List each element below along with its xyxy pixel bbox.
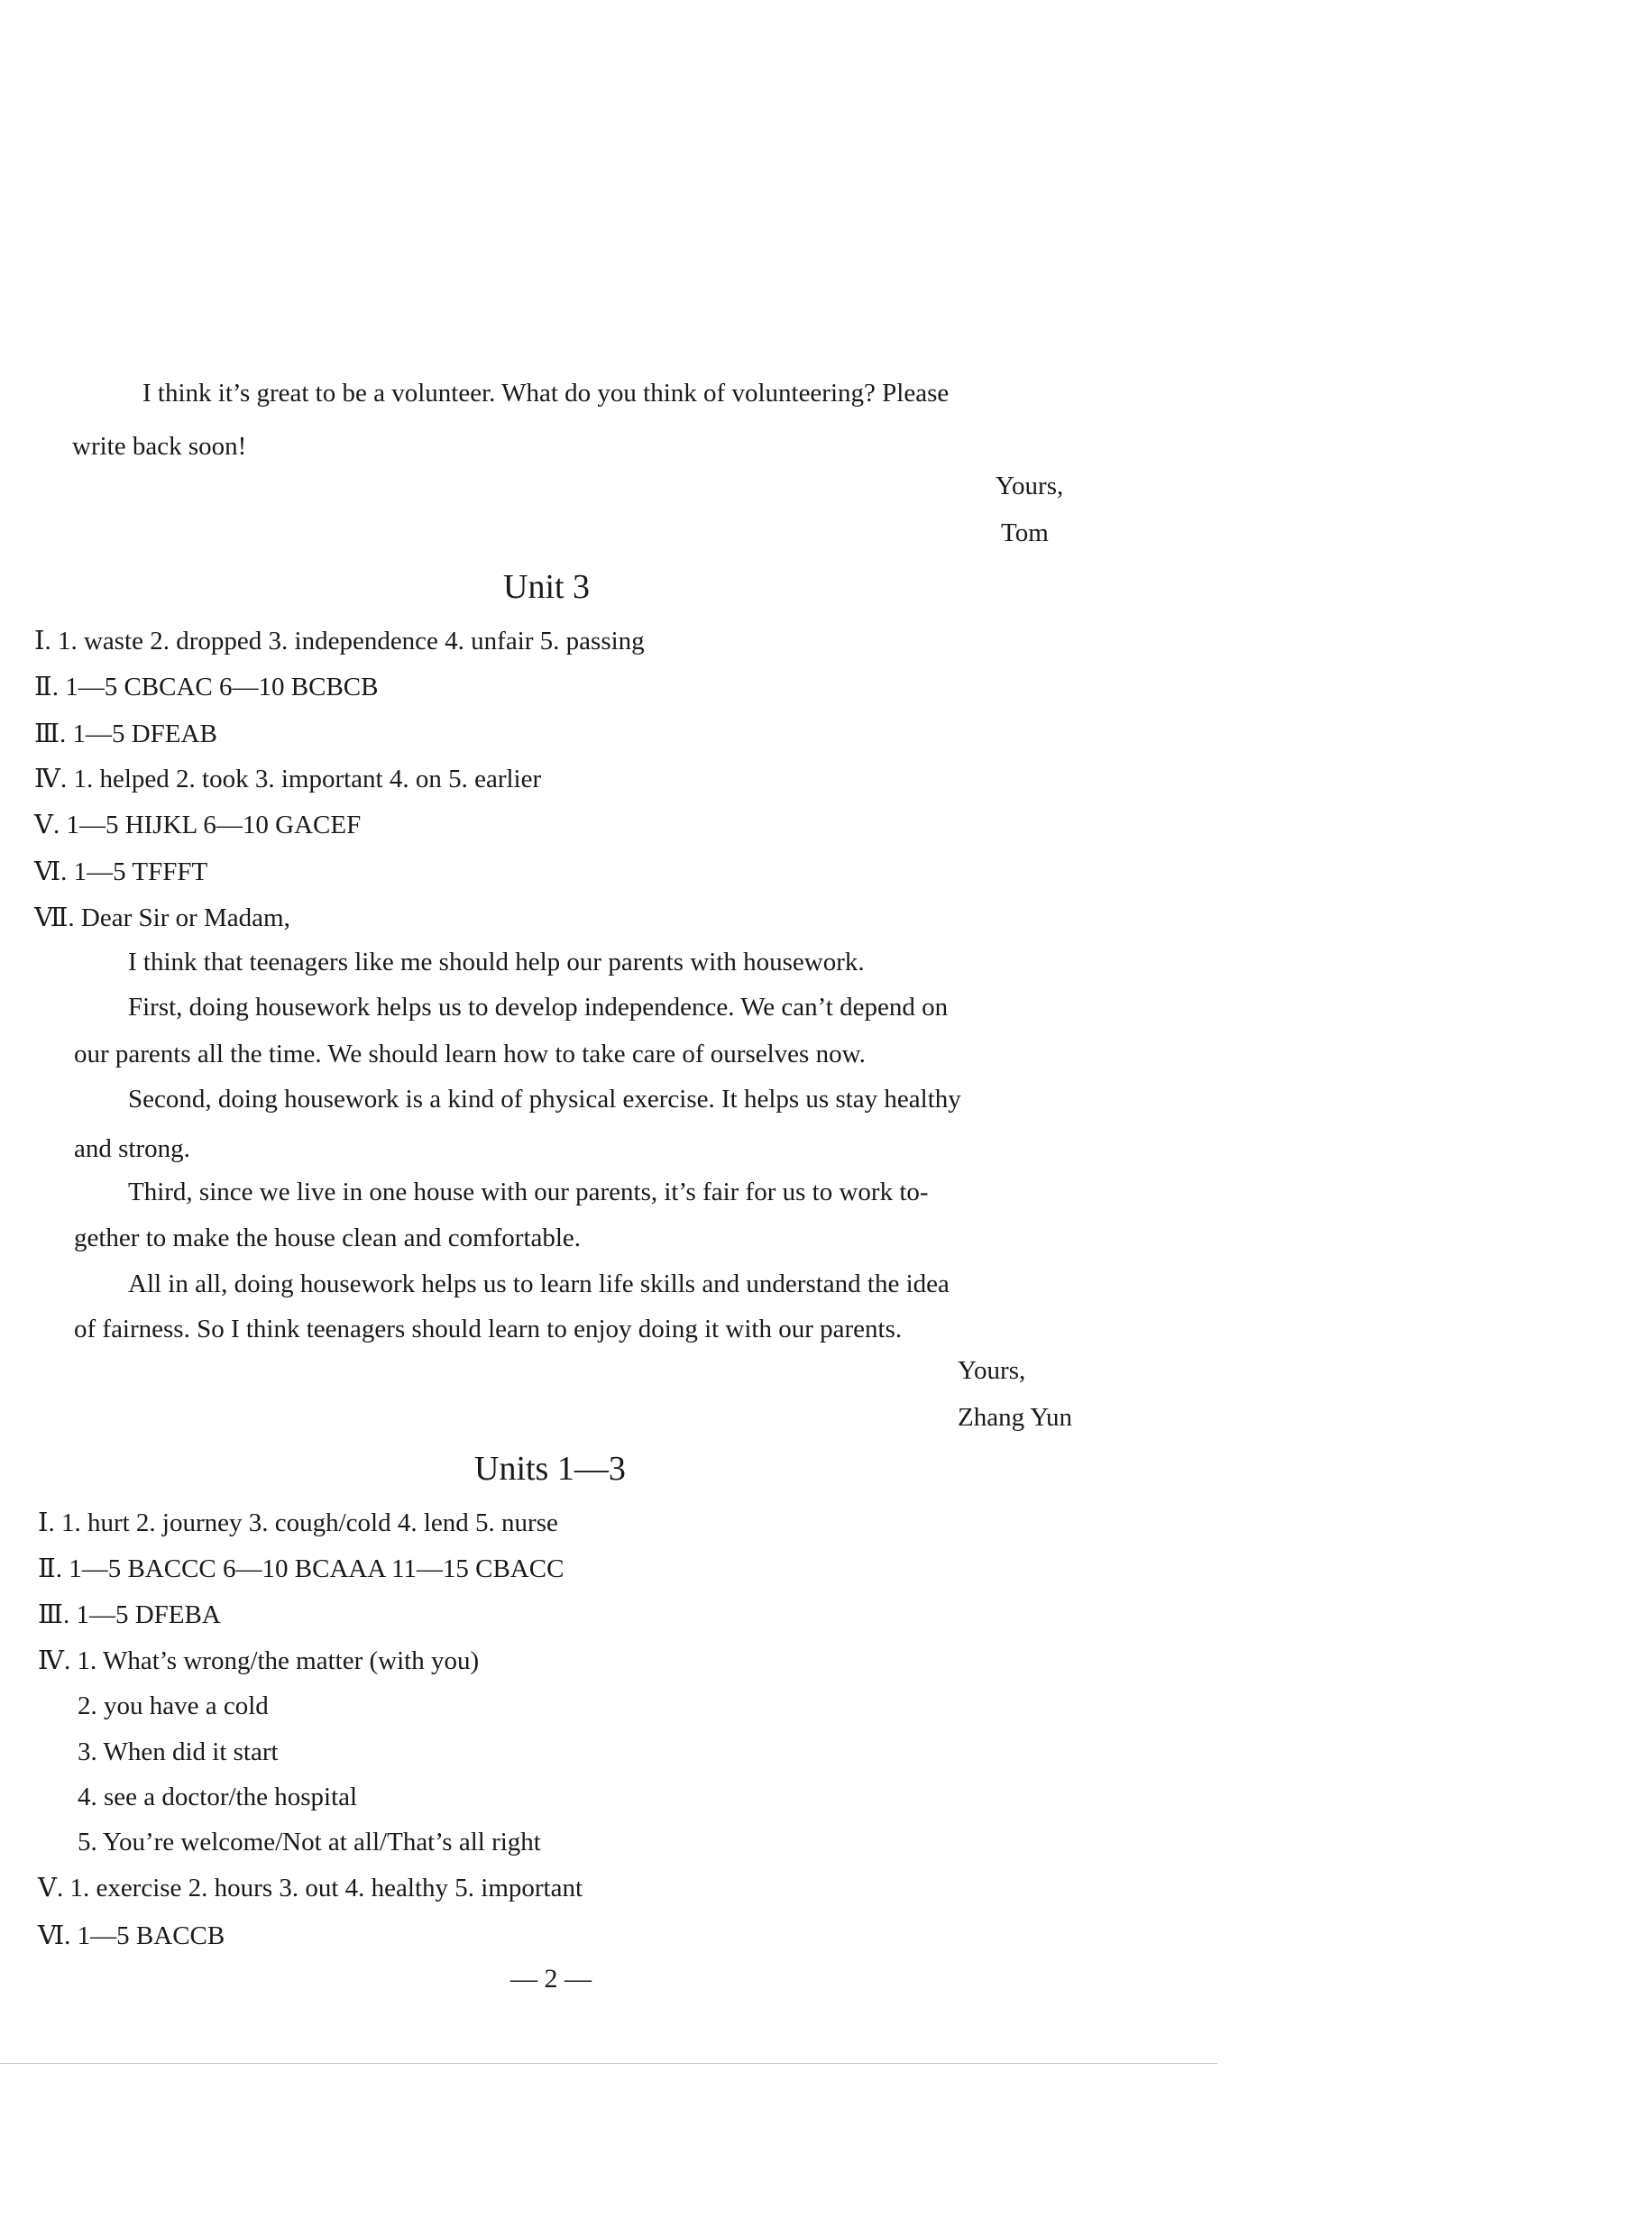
letter-line: I think it’s great to be a volunteer. What do you think of volunteering? Please: [142, 379, 950, 408]
letter-closing: Yours,: [996, 472, 1064, 500]
essay-line: and strong.: [74, 1134, 190, 1163]
page-number: — 2 —: [510, 1964, 592, 1994]
essay-line: Second, doing housework is a kind of physical exercise. It helps us stay healthy: [128, 1085, 961, 1114]
essay-line: First, doing housework helps us to develop independence. We can’t depend on: [128, 993, 949, 1022]
answer-subline: 3. When did it start: [78, 1737, 279, 1766]
answer-line: Ⅰ. 1. waste 2. dropped 3. independence 4. unfair 5. passing: [34, 627, 645, 656]
section-heading-unit-3: Unit 3: [503, 568, 591, 606]
essay-line: gether to make the house clean and comfortable.: [74, 1224, 582, 1252]
answer-line: Ⅵ. 1—5 BACCB: [38, 1921, 225, 1950]
answer-line: Ⅳ. 1. What’s wrong/the matter (with you): [38, 1646, 480, 1675]
section-heading-units-1-3: Units 1—3: [474, 1450, 626, 1488]
answer-subline: 4. see a doctor/the hospital: [78, 1783, 358, 1811]
scan-edge-rule: [0, 2063, 1217, 2064]
answer-line: Ⅴ. 1. exercise 2. hours 3. out 4. healthy 5. important: [38, 1874, 583, 1902]
letter-signature: Tom: [1001, 518, 1049, 547]
answer-line: Ⅴ. 1—5 HIJKL 6—10 GACEF: [34, 811, 362, 839]
answer-subline: 5. You’re welcome/Not at all/That’s all right: [78, 1828, 541, 1857]
letter-line: write back soon!: [72, 432, 247, 461]
essay-signature: Zhang Yun: [958, 1403, 1072, 1432]
answer-line: Ⅱ. 1—5 BACCC 6—10 BCAAA 11—15 CBACC: [38, 1554, 564, 1583]
answer-line: Ⅲ. 1—5 DFEBA: [38, 1600, 221, 1629]
answer-line: Ⅲ. 1—5 DFEAB: [34, 720, 217, 748]
essay-line: Third, since we live in one house with our parents, it’s fair for us to work to-: [128, 1178, 929, 1206]
essay-closing: Yours,: [958, 1356, 1026, 1385]
essay-line: I think that teenagers like me should help our parents with housework.: [128, 948, 865, 976]
answer-line: Ⅳ. 1. helped 2. took 3. important 4. on 5. earlier: [34, 765, 542, 793]
answer-line: Ⅰ. 1. hurt 2. journey 3. cough/cold 4. lend 5. nurse: [38, 1508, 558, 1537]
essay-line: of fairness. So I think teenagers should learn to enjoy doing it with our parents.: [74, 1315, 903, 1343]
answer-line: Ⅶ. Dear Sir or Madam,: [34, 903, 290, 932]
answer-line: Ⅵ. 1—5 TFFFT: [34, 857, 208, 886]
answer-line: Ⅱ. 1—5 CBCAC 6—10 BCBCB: [34, 673, 379, 701]
essay-line: All in all, doing housework helps us to learn life skills and understand the idea: [128, 1270, 950, 1298]
answer-subline: 2. you have a cold: [78, 1692, 269, 1720]
essay-line: our parents all the time. We should learn how to take care of ourselves now.: [74, 1040, 866, 1068]
